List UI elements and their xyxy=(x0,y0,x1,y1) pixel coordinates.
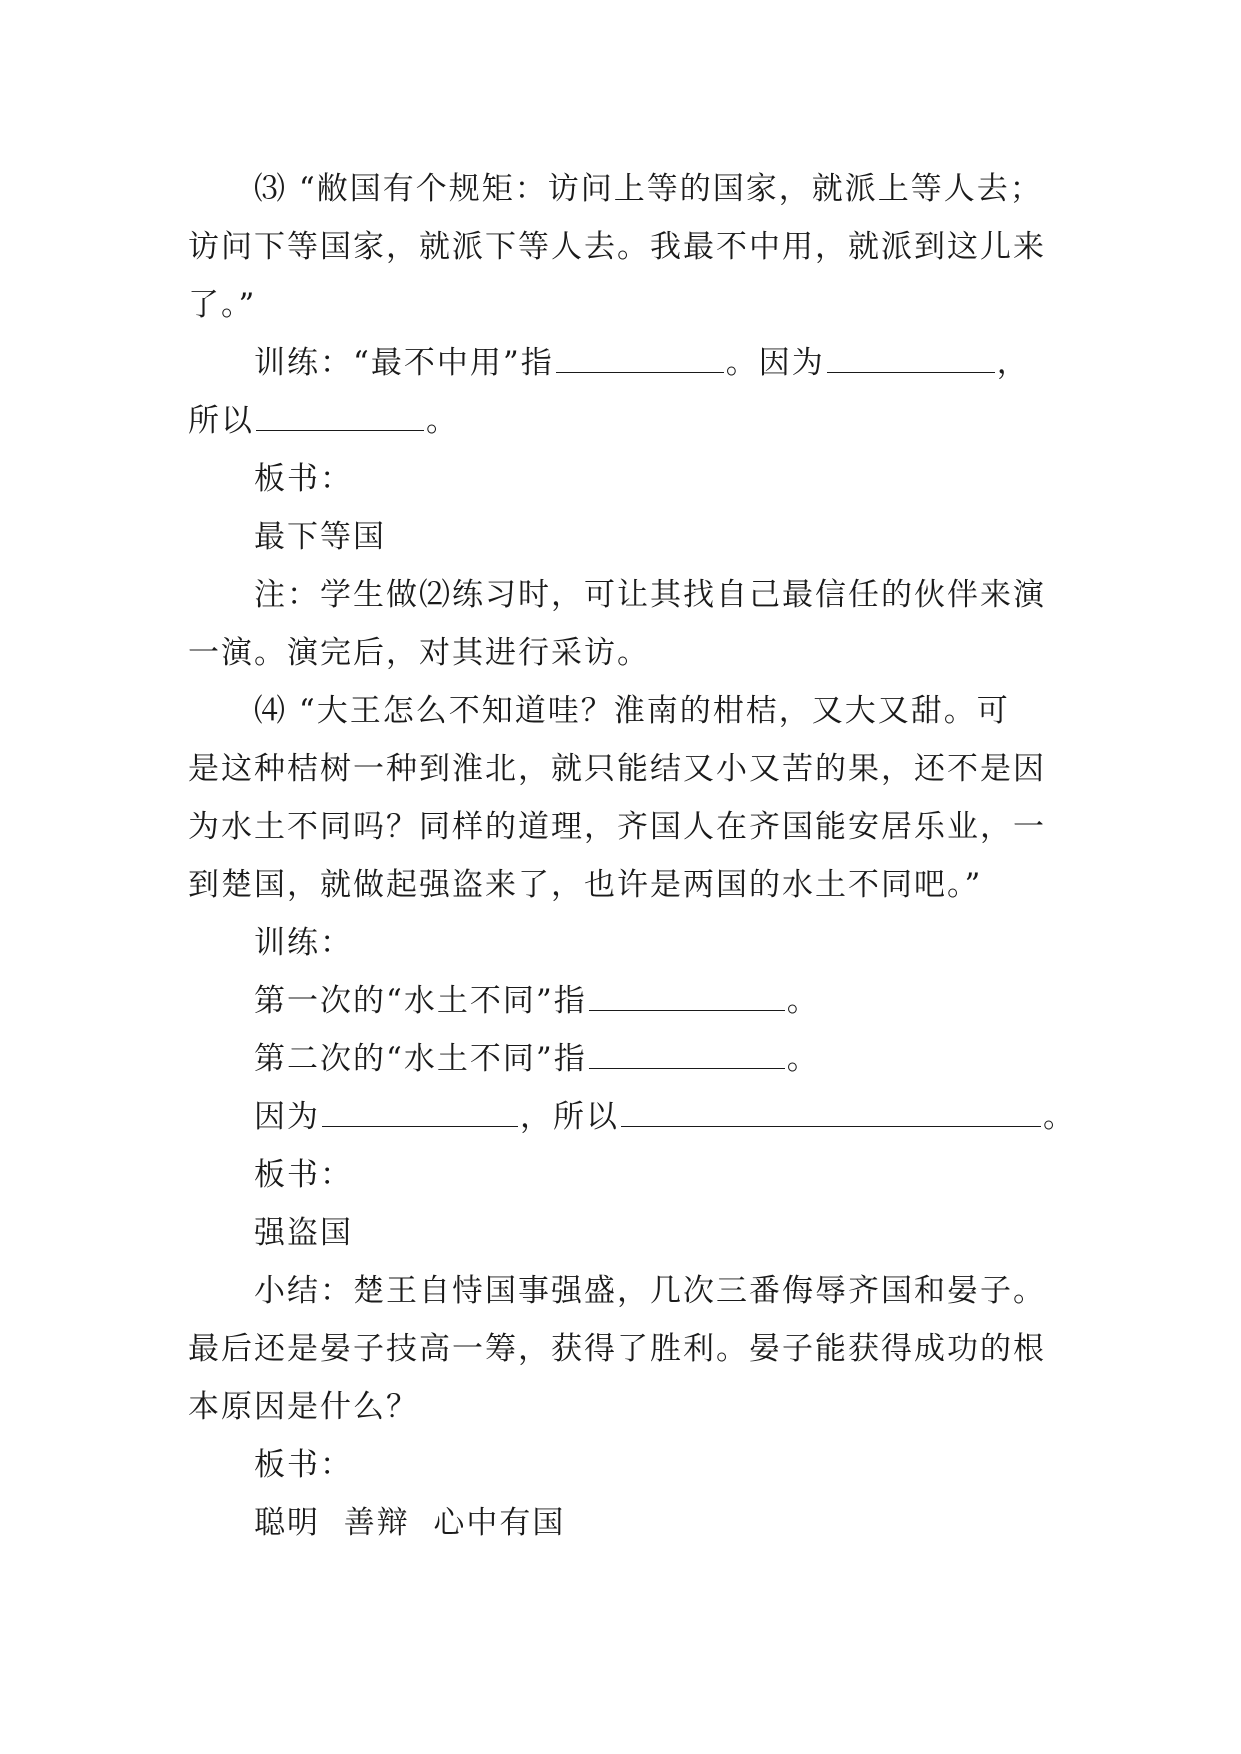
training-4-second-period: 。 xyxy=(786,1041,820,1077)
summary-board-text: 聪明 善辩 心中有国 xyxy=(254,1505,566,1541)
answer-blank-second[interactable] xyxy=(589,1038,785,1069)
training-4-first-prompt: 第一次的“水土不同”指 xyxy=(254,983,587,1019)
training-4-so-label: ，所以 xyxy=(520,1099,619,1135)
training-3-so: 所以 xyxy=(188,403,254,439)
answer-blank-first[interactable] xyxy=(589,980,785,1011)
board-3-label: 板书： xyxy=(254,461,353,497)
paragraph-4-line-4: 到楚国，就做起强盗来了，也许是两国的水土不同吧。” xyxy=(188,867,983,903)
board-3-text: 最下等国 xyxy=(254,519,386,555)
training-4-end: 。 xyxy=(1043,1099,1076,1135)
paragraph-4-line-3: 为水土不同吗？同样的道理，齐国人在齐国能安居乐业，一 xyxy=(188,809,1046,845)
training-4-because-label: 因为 xyxy=(254,1099,320,1135)
board-4-text: 强盗国 xyxy=(254,1215,353,1251)
training-4-second-prompt: 第二次的“水土不同”指 xyxy=(254,1041,587,1077)
paragraph-4-line-2: 是这种桔树一种到淮北，就只能结又小又苦的果，还不是因 xyxy=(188,751,1046,787)
paragraph-4-line-1: ⑷ “大王怎么不知道哇？淮南的柑桔，又大又甜。可 xyxy=(254,693,1010,729)
training-4-because xyxy=(188,1088,1076,1146)
training-4-first xyxy=(188,972,1068,1030)
summary-line-2: 最后还是晏子技高一筹，获得了胜利。晏子能获得成功的根 xyxy=(188,1331,1046,1367)
board-4-label: 板书： xyxy=(254,1157,353,1193)
answer-blank-because[interactable] xyxy=(827,342,995,373)
note-line-1: 注：学生做⑵练习时，可让其找自己最信任的伙伴来演 xyxy=(254,577,1046,613)
training-4-label: 训练： xyxy=(254,925,353,961)
note-line-2: 一演。演完后，对其进行采访。 xyxy=(188,635,650,671)
answer-blank-so-4[interactable] xyxy=(621,1096,1041,1127)
training-4-second xyxy=(188,1030,1068,1088)
document-page xyxy=(188,160,1076,1552)
training-3-because: 。因为 xyxy=(725,345,825,381)
answer-blank-because-4[interactable] xyxy=(322,1096,518,1127)
summary-board-label: 板书： xyxy=(254,1447,353,1483)
summary-line-1: 小结：楚王自恃国事强盛，几次三番侮辱齐国和晏子。 xyxy=(254,1273,1046,1309)
training-3-period: 。 xyxy=(426,403,459,439)
training-3-prompt: 训练：“最不中用”指 xyxy=(254,345,554,381)
training-3-comma: ， xyxy=(996,345,1030,381)
summary-line-3: 本原因是什么？ xyxy=(188,1389,419,1425)
answer-blank-so[interactable] xyxy=(256,400,424,431)
training-3-line-2 xyxy=(188,392,1068,450)
paragraph-3-line-3: 了。” xyxy=(188,287,257,323)
training-4-first-period: 。 xyxy=(786,983,820,1019)
training-3-line-1 xyxy=(188,334,1068,392)
paragraph-3-line-1: ⑶ “敝国有个规矩：访问上等的国家，就派上等人去； xyxy=(254,171,1043,207)
answer-blank-meaning[interactable] xyxy=(556,342,724,373)
paragraph-3-line-2: 访问下等国家，就派下等人去。我最不中用，就派到这儿来 xyxy=(188,229,1046,265)
